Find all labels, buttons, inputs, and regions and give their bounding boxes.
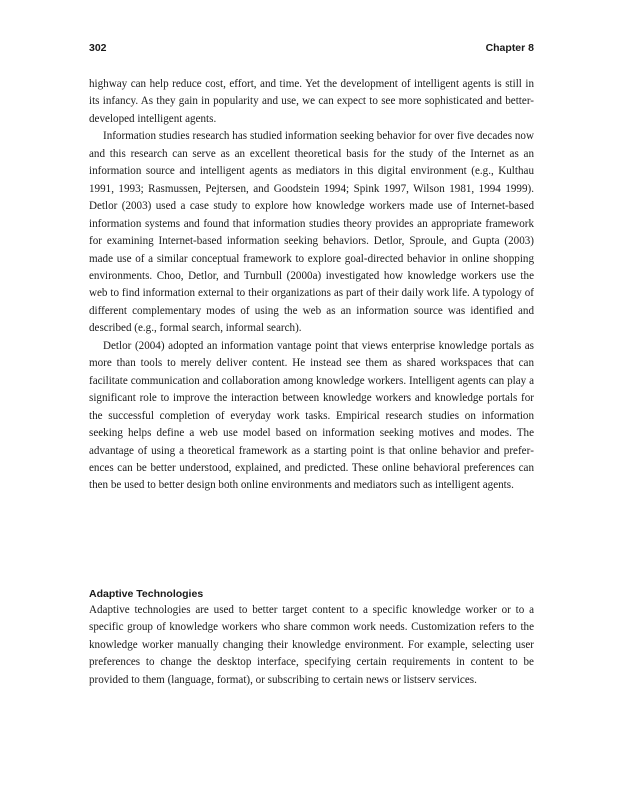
section-text xyxy=(89,602,534,689)
section-heading: Adaptive Technologies xyxy=(89,588,204,600)
paragraph-continued: highway can help reduce cost, effort, and time. Yet the development of intelligent agents is still in its infancy. As they gain in popularity and use, we can expect to see more sophisticated and better-developed intelligent agents. xyxy=(89,78,534,125)
page-number: 302 xyxy=(89,42,107,54)
paragraph-detlor-2004: Detlor (2004) adopted an information vantage point that views enterprise knowledge portals as more than tools to merely deliver content. He instead see them as shared workspaces that can facilitate communication and collaboration among knowledge workers. Intelligent agents can play a significant role to improve the interaction between knowledge workers and knowledge portals for the successful completion of everyday work tasks. Empirical research studies on information seeking helps define a web use model based on information seeking motives and modes. The advantage of using a theoretical framework as a starting point is that online behavior and preferences can be better understood, explained, and predicted. These online behavioral preferences can then be used to better design both online environments and mediators such as intelligent agents. xyxy=(89,339,534,492)
chapter-label: Chapter 8 xyxy=(485,42,534,54)
main-text xyxy=(89,76,534,495)
paragraph-adaptive-technologies: Adaptive technologies are used to better target content to a specific knowledge worker or to a specific group of knowledge workers who share common work needs. Customization refers to the knowledge worker manually changing their knowledge environment. For example, selecting user preferences to change the desktop interface, specifying certain requirements in content to be provided to them (language, format), or subscribing to certain news or listserv services. xyxy=(89,604,534,686)
paragraph-information-studies: Information studies research has studied information seeking behavior for over five decades now and this research can serve as an excellent theoretical basis for the study of the Internet as an information source and intelligent agents as mediators in this digital environment (e.g., Kulthau 1991, 1993; Rasmussen, Pejtersen, and Goodstein 1994; Spink 1997, Wilson 1981, 1994 1999). Detlor (2003) used a case study to explore how knowledge workers made use of Internet-based information systems and found that information studies theory provides an appropriate framework for examining Internet-based information seeking behaviors. Detlor, Sproule, and Gupta (2003) made use of a similar conceptual framework to explore goal-directed behavior in online shopping environments. Choo, Detlor, and Turnbull (2000a) investigated how knowledge workers use the web to find information external to their organizations as part of their daily work life. A typology of different complementary modes of using the web as an information source was identified and described (e.g., formal search, informal search). xyxy=(89,130,534,335)
running-header xyxy=(89,42,534,56)
